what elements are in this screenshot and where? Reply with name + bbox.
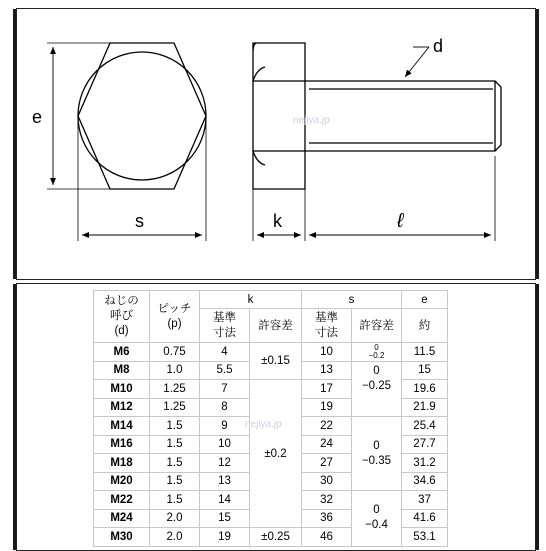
header-s-tolerance: 許容差 bbox=[352, 309, 402, 343]
header-s: s bbox=[302, 291, 402, 309]
bolt-shank-side bbox=[305, 81, 501, 151]
header-e: e bbox=[402, 291, 448, 309]
table-row: M10 1.25 7 ±0.2 17 19.6 bbox=[94, 380, 448, 399]
s-tolerance-cell: 0 −0.35 bbox=[352, 417, 402, 491]
table-row: M18 1.5 12 27 31.2 bbox=[94, 454, 448, 473]
k-tolerance-cell: ±0.25 bbox=[250, 528, 302, 547]
header-k-nominal: 基準 寸法 bbox=[200, 309, 250, 343]
table-watermark: nejiya.jp bbox=[245, 419, 282, 430]
hex-head-outline bbox=[78, 43, 206, 189]
s-tolerance-cell: 0 −0.25 bbox=[352, 361, 402, 417]
table-row: M22 1.5 14 32 0 −0.4 37 bbox=[94, 491, 448, 510]
label-e: e bbox=[32, 107, 43, 127]
table-row: M12 1.25 8 19 21.9 bbox=[94, 398, 448, 417]
table-row: M16 1.5 10 24 27.7 bbox=[94, 435, 448, 454]
label-d: d bbox=[433, 36, 444, 56]
header-s-nominal: 基準 寸法 bbox=[302, 309, 352, 343]
table-row: M20 1.5 13 30 34.6 bbox=[94, 472, 448, 491]
table-row: M8 1.0 5.5 13 0 −0.25 15 bbox=[94, 361, 448, 380]
header-k-tolerance: 許容差 bbox=[250, 309, 302, 343]
k-tolerance-cell: ±0.2 bbox=[250, 380, 302, 528]
table-row: M24 2.0 15 36 41.6 bbox=[94, 509, 448, 528]
drawing-watermark: nejiya.jp bbox=[293, 115, 330, 126]
bolt-drawing bbox=[17, 9, 535, 279]
label-k: k bbox=[273, 211, 282, 231]
label-l: ℓ bbox=[397, 210, 404, 232]
dimension-table-panel bbox=[16, 283, 536, 551]
header-k: k bbox=[200, 291, 302, 309]
header-pitch: ピッチ (p) bbox=[150, 291, 200, 343]
k-tolerance-cell: ±0.15 bbox=[250, 343, 302, 380]
header-name: ねじの 呼び (d) bbox=[94, 291, 150, 343]
s-tolerance-cell: 0 −0.2 bbox=[352, 343, 402, 362]
bolt-drawing-panel bbox=[16, 8, 536, 280]
table-row: M6 0.75 4 ±0.15 10 0 −0.2 11.5 bbox=[94, 343, 448, 362]
header-e-approx: 約 bbox=[402, 309, 448, 343]
bearing-face-circle bbox=[78, 52, 206, 180]
table-row: M14 1.5 9 22 0 −0.35 25.4 bbox=[94, 417, 448, 436]
s-tolerance-cell: 0 −0.4 bbox=[352, 491, 402, 547]
table-row: M30 2.0 19 ±0.25 46 53.1 bbox=[94, 528, 448, 547]
label-s: s bbox=[135, 211, 144, 231]
